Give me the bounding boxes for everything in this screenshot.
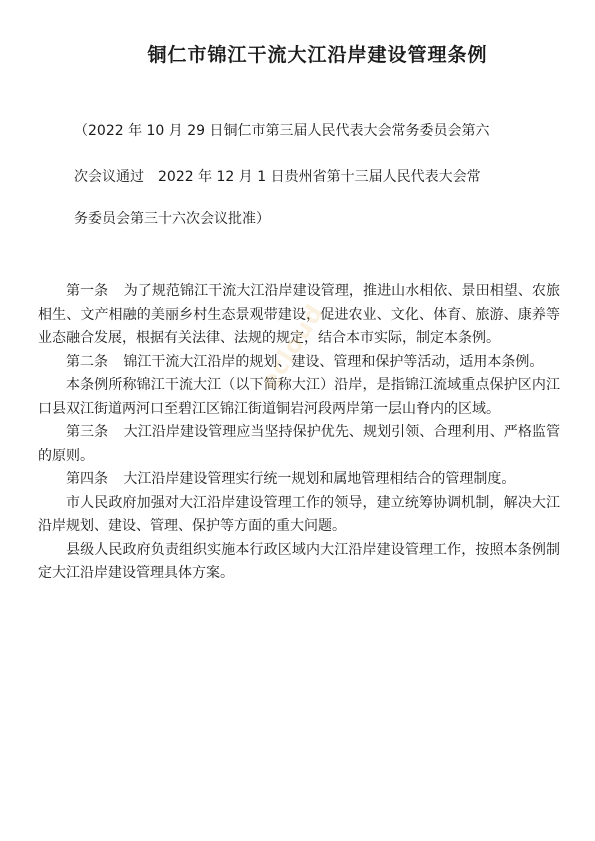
watermark: ecloud	[255, 299, 330, 395]
article-4	[38, 468, 560, 492]
article-4-clause-2	[38, 539, 560, 586]
adoption-note-line-1: （2022 年 10 月 29 日铜仁市第三届人民代表大会常务委员会第六	[74, 123, 490, 139]
article-text: 大江沿岸建设管理实行统一规划和属地管理相结合的管理制度。	[123, 471, 516, 487]
article-text: 大江沿岸建设管理应当坚持保护优先、规划引领、合理利用、严格监管的原则。	[38, 424, 561, 464]
article-4-clause-1	[38, 492, 560, 539]
article-text: 市人民政府加强对大江沿岸建设管理工作的领导，建立统筹协调机制，解决大江沿岸规划、建设、管理、保护等方面的重大问题。	[38, 494, 560, 534]
article-3	[38, 421, 560, 468]
article-label: 第四条	[66, 471, 108, 487]
document-title: 铜仁市锦江干流大江沿岸建设管理条例	[147, 44, 488, 66]
article-text: 为了规范锦江干流大江沿岸建设管理，推进山水相依、景田相望、农旅相生、文产相融的美丽乡村生态景观带建设，促进农业、文化、体育、旅游、康养等业态融合发展，根据有关法律、法规的规定，结合本市实际，制定本条例。	[38, 283, 561, 346]
adoption-note-line-2: 次会议通过 2022 年 12 月 1 日贵州省第十三届人民代表大会常	[74, 169, 481, 185]
article-text: 本条例所称锦江干流大江（以下简称大江）沿岸，是指锦江流域重点保护区内江口县双江街道两河口至碧江区锦江街道铜岩河段两岸第一层山脊内的区域。	[38, 377, 560, 417]
article-label: 第一条	[66, 283, 109, 299]
article-text: 县级人民政府负责组织实施本行政区域内大江沿岸建设管理工作，按照本条例制定大江沿岸建设管理具体方案。	[38, 541, 560, 581]
article-text: 锦江干流大江沿岸的规划、建设、管理和保护等活动，适用本条例。	[123, 353, 544, 370]
adoption-note-line-3: 务委员会第三十六次会议批准）	[74, 211, 270, 227]
article-label: 第三条	[66, 424, 109, 440]
article-label: 第二条	[66, 353, 108, 370]
article-2-clause	[38, 374, 560, 421]
